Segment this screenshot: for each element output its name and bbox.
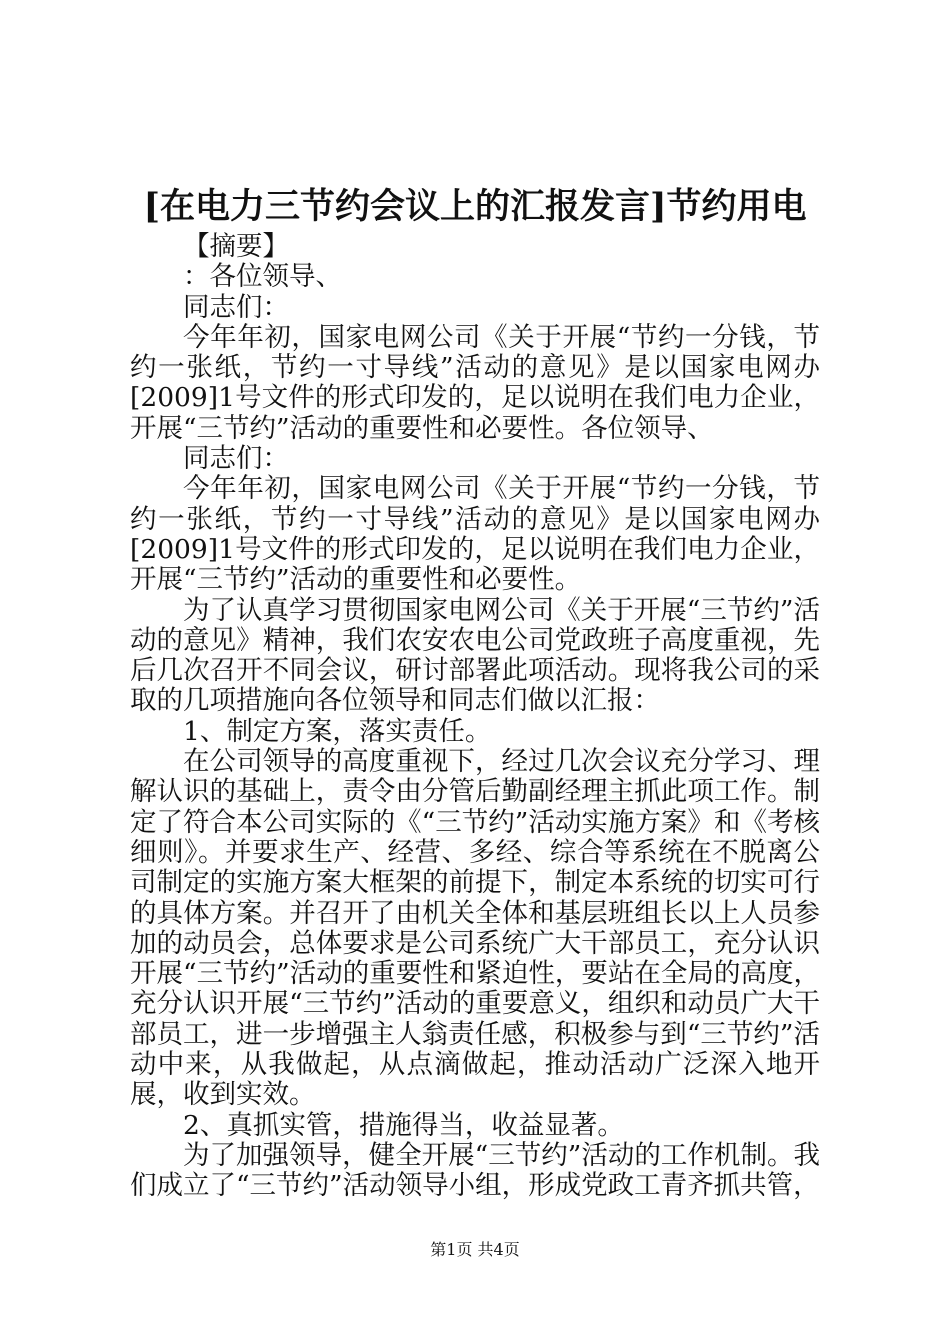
paragraph-salutation: ：各位领导、: [183, 261, 342, 293]
paragraph-comrades-repeat: 同志们：: [183, 443, 289, 475]
paragraph-section-1: 在公司领导的高度重视下，经过几次会议充分学习、理解认识的基础上，责令由分管后勤副经理主抓此项工作。制定了符合本公司实际的《“三节约”活动实施方案》和《考核细则》。并要求生产、经营、多经、综合等系统在不脱离公司制定的实施方案大框架的前提下，制定本系统的切实可行的具体方案。并召开了由机关全体和基层班组长以上人员参加的动员会，总体要求是公司系统广大干部员工，充分认识开展“三节约”活动的重要性和紧迫性，要站在全局的高度，充分认识开展“三节约”活动的重要意义，组织和动员广大干部员工，进一步增强主人翁责任感，积极参与到“三节约”活动中来，从我做起，从点滴做起，推动活动广泛深入地开展，收到实效。: [130, 746, 820, 1111]
paragraph-intro: 今年年初，国家电网公司《关于开展“节约一分钱，节约一张纸，节约一寸导线”活动的意见》是以国家电网办[2009]1号文件的形式印发的，足以说明在我们电力企业，开展“三节约”活动的重要性和必要性。各位领导、: [130, 321, 820, 444]
paragraph-purpose: 为了认真学习贯彻国家电网公司《关于开展“三节约”活动的意见》精神，我们农安农电公司党政班子高度重视，先后几次召开不同会议，研讨部署此项活动。现将我公司的采取的几项措施向各位领导和同志们做以汇报：: [130, 594, 820, 717]
paragraph-abstract-label: 【摘要】: [183, 231, 289, 262]
document-title: [在电力三节约会议上的汇报发言]节约用电: [143, 186, 807, 227]
paragraph-heading-2: 2、真抓实管，措施得当，收益显著。: [183, 1109, 624, 1141]
paragraph-section-2: 为了加强领导，健全开展“三节约”活动的工作机制。我们成立了“三节约”活动领导小组，形成党政工青齐抓共管，: [130, 1139, 820, 1202]
paragraph-comrades: 同志们：: [183, 291, 289, 323]
paragraph-intro-repeat: 今年年初，国家电网公司《关于开展“节约一分钱，节约一张纸，节约一寸导线”活动的意见》是以国家电网办[2009]1号文件的形式印发的，足以说明在我们电力企业，开展“三节约”活动的重要性和必要性。: [130, 473, 820, 596]
paragraph-heading-1: 1、制定方案，落实责任。: [183, 715, 492, 747]
document-body: [130, 232, 820, 1202]
page-footer: 第1页 共4页: [430, 1240, 520, 1259]
